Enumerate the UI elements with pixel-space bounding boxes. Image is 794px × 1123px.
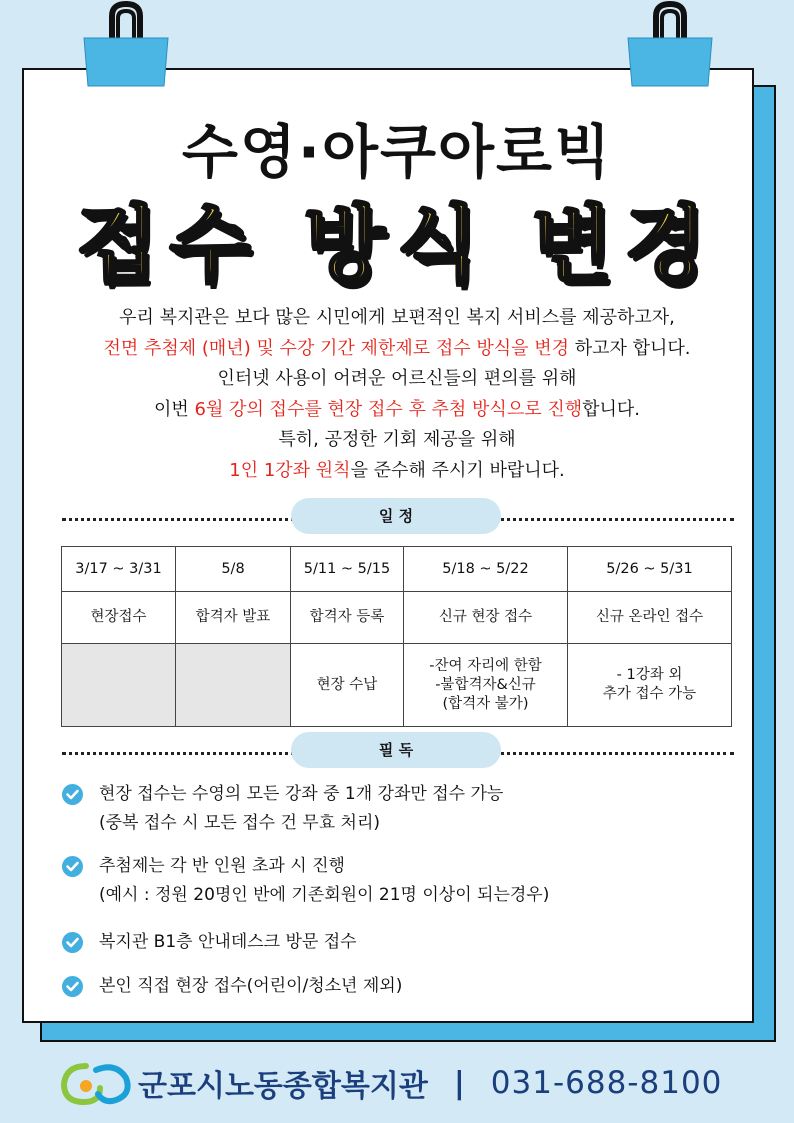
schedule-event: 합격자 등록 [291,592,404,644]
check-circle-icon [62,856,83,877]
schedule-date: 5/18 ~ 5/22 [404,547,568,592]
intro-text-span: 하고자 합니다. [568,337,691,359]
notes-label: 필 독 [291,732,501,768]
detail-line: 추가 접수 가능 [602,686,697,702]
schedule-event: 신규 현장 접수 [404,592,568,644]
intro-highlight: 1인 1강좌 원칙 [229,459,351,481]
footer [56,1055,756,1111]
intro-line [40,395,754,426]
note-line: (중복 접수 시 모든 접수 건 무효 처리) [99,813,380,833]
organization-name: 군포시노동종합복지관 [138,1069,428,1104]
schedule-detail-empty [62,644,176,727]
schedule-details-row [62,644,732,727]
title-line-2: 접수 방식 변경 [76,196,718,294]
detail-line: -잔여 자리에 한함 [429,657,542,674]
note-line: 추첨제는 각 반 인원 초과 시 진행 [99,856,345,876]
detail-line: (합격자 불가) [442,695,529,712]
note-text [99,852,549,910]
binder-clip-icon [78,0,174,88]
schedule-event: 현장접수 [62,592,176,644]
footer-separator: | [453,1065,465,1101]
intro-text-span: 이번 [154,398,195,420]
schedule-detail [568,644,732,727]
schedule-date: 3/17 ~ 3/31 [62,547,176,592]
note-text [99,780,503,838]
note-item [62,928,357,957]
intro-line [40,334,754,365]
note-item [62,780,503,838]
binder-clip-icon [622,0,718,88]
schedule-date: 5/11 ~ 5/15 [291,547,404,592]
intro-highlight: 전면 추첨제 (매년) 및 수강 기간 제한제로 접수 방식을 변경 [103,337,569,359]
note-item [62,972,402,1001]
note-text [99,928,357,957]
note-line: 복지관 B1층 안내데스크 방문 접수 [99,932,357,952]
intro-highlight: 6월 강의 접수를 현장 접수 후 추첨 방식으로 진행 [194,398,583,420]
schedule-event: 합격자 발표 [176,592,291,644]
intro-line [40,456,754,487]
note-item [62,852,549,910]
schedule-table [61,546,732,727]
intro-line: 특히, 공정한 기회 제공을 위해 [278,429,516,450]
note-line: 본인 직접 현장 접수(어린이/청소년 제외) [99,976,403,996]
welfare-center-logo [56,1058,136,1108]
title-line-1: 수영·아쿠아로빅 [181,118,613,186]
schedule-events-row [62,592,732,644]
note-line: 현장 접수는 수영의 모든 강좌 중 1개 강좌만 접수 가능 [99,784,504,804]
schedule-dates-row [62,547,732,592]
schedule-label: 일 정 [291,498,501,534]
note-text [99,972,402,1001]
schedule-detail [404,644,568,727]
intro-text-span: 합니다. [582,398,640,420]
intro-text-span: 을 준수해 주시기 바랍니다. [350,459,565,481]
intro-text [40,303,754,486]
check-circle-icon [62,932,83,953]
detail-line: 현장 수납 [316,676,378,693]
schedule-detail [291,644,404,727]
schedule-date: 5/8 [176,547,291,592]
note-line: (예시 : 정원 20명인 반에 기존회원이 21명 이상이 되는경우) [99,885,550,905]
check-circle-icon [62,976,83,997]
schedule-detail-empty [176,644,291,727]
intro-line: 우리 복지관은 보다 많은 시민에게 보편적인 복지 서비스를 제공하고자, [119,307,675,328]
detail-line: -불합격자&신규 [435,676,536,693]
intro-line: 인터넷 사용이 어려운 어르신들의 편의를 위해 [217,368,577,389]
schedule-event: 신규 온라인 접수 [568,592,732,644]
detail-line: - 1강좌 외 [616,667,683,683]
schedule-date: 5/26 ~ 5/31 [568,547,732,592]
check-circle-icon [62,784,83,805]
phone-number: 031-688-8100 [490,1065,723,1101]
